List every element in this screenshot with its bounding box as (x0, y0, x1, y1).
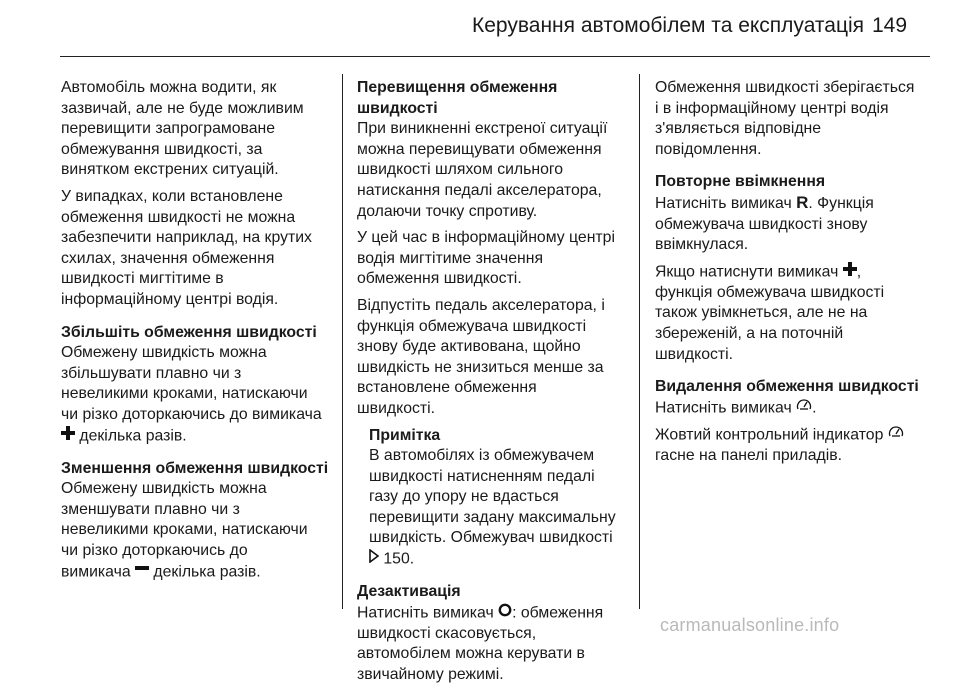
column-1 (61, 78, 331, 583)
speed-limiter-icon (796, 398, 812, 419)
column-3 (655, 78, 930, 467)
intro-paragraph: Автомобіль можна водити, як зазвичай, але не буде можливим перевищити запрограмоване обмежування швидкості, за винятком екстрених ситуацій. (61, 79, 304, 179)
header-title: Керування автомобілем та експлуатація (472, 14, 865, 37)
plus-switch-icon (843, 262, 857, 283)
heading-exceed: Перевищення обмеження швидкості (357, 79, 558, 117)
speed-limiter-icon (888, 425, 904, 446)
resume-paragraph: Натисніть вимикач R. Функція обмежувача швидкості знову ввімкнулася. (655, 192, 874, 254)
note-heading: Примітка (369, 426, 441, 444)
exceed-flash-paragraph: У цей час в інформаційному центрі водія мигтітиме значення обмеження швидкості. (357, 229, 615, 288)
limit-flash-paragraph: У випадках, коли встановлене обмеження швидкості не можна забезпечити наприклад, на крутих схилах, значення обмеження швидкості мигтітиме в інформаційному центрі водія. (61, 187, 312, 308)
page-number: 149 (872, 14, 908, 37)
heading-decrease: Зменшення обмеження швидкості (61, 459, 329, 477)
delete-paragraph: Натисніть вимикач . (655, 398, 930, 419)
release-paragraph: Відпустіть педаль акселератора, і функція обмежувача швидкості знову буде активована, щойно швидкість не знизиться менше за встановлене обмеження швидкості. (357, 296, 605, 417)
column-divider (639, 74, 640, 609)
decrease-paragraph: Обмежену швидкість можна зменшувати плавно чи з невеликими кроками, натискаючи чи різко доторкаючись до вимикача декілька разів. (61, 479, 331, 582)
column-divider (342, 74, 343, 609)
heading-increase: Збільшіть обмеження швидкості (61, 323, 317, 341)
header-rule (60, 56, 930, 57)
note-box (357, 426, 627, 571)
note-text: В автомобілях із обмежувачем швидкості натисненням педалі газу до упору не вдасться перевищити задану максимальну швидкість. Обмежувач швидкості 150. (369, 446, 627, 570)
lamp-paragraph: Жовтий контрольний індикатор гасне на панелі приладів. (655, 425, 930, 467)
page-reference-icon (369, 549, 379, 570)
stored-paragraph: Обмеження швидкості зберігається і в інформаційному центрі водія з'являється відповідне повідомлення. (655, 79, 915, 158)
plus-switch-icon (61, 426, 75, 447)
circle-off-switch-icon (498, 603, 512, 624)
heading-deactivate: Дезактивація (357, 583, 461, 601)
resume-key-label: R (796, 192, 809, 212)
column-2 (357, 78, 627, 686)
plus-paragraph: Якщо натиснути вимикач , функція обмежувача швидкості також увімкнеться, але не на збереженій, а на поточній швидкості. (655, 263, 885, 363)
exceed-paragraph: При виникненні екстреної ситуації можна перевищувати обмеження швидкості шляхом сильного натискання педалі акселератора, долаючи точку спротиву. (357, 120, 608, 220)
minus-switch-icon (135, 562, 149, 583)
increase-paragraph: Обмежену швидкість можна збільшувати плавно чи з невеликими кроками, натискаючи чи різко доторкаючись до вимикача декілька разів. (61, 343, 331, 446)
note-page-reference[interactable]: 150. (383, 550, 415, 568)
deactivate-paragraph: Натисніть вимикач : обмеження швидкості скасовується, автомобілем можна керувати в звичайному режимі. (357, 604, 604, 683)
heading-resume: Повторне ввімкнення (655, 173, 826, 191)
heading-delete: Видалення обмеження швидкості (655, 378, 919, 396)
watermark: carmanualsonline.info (660, 615, 840, 635)
